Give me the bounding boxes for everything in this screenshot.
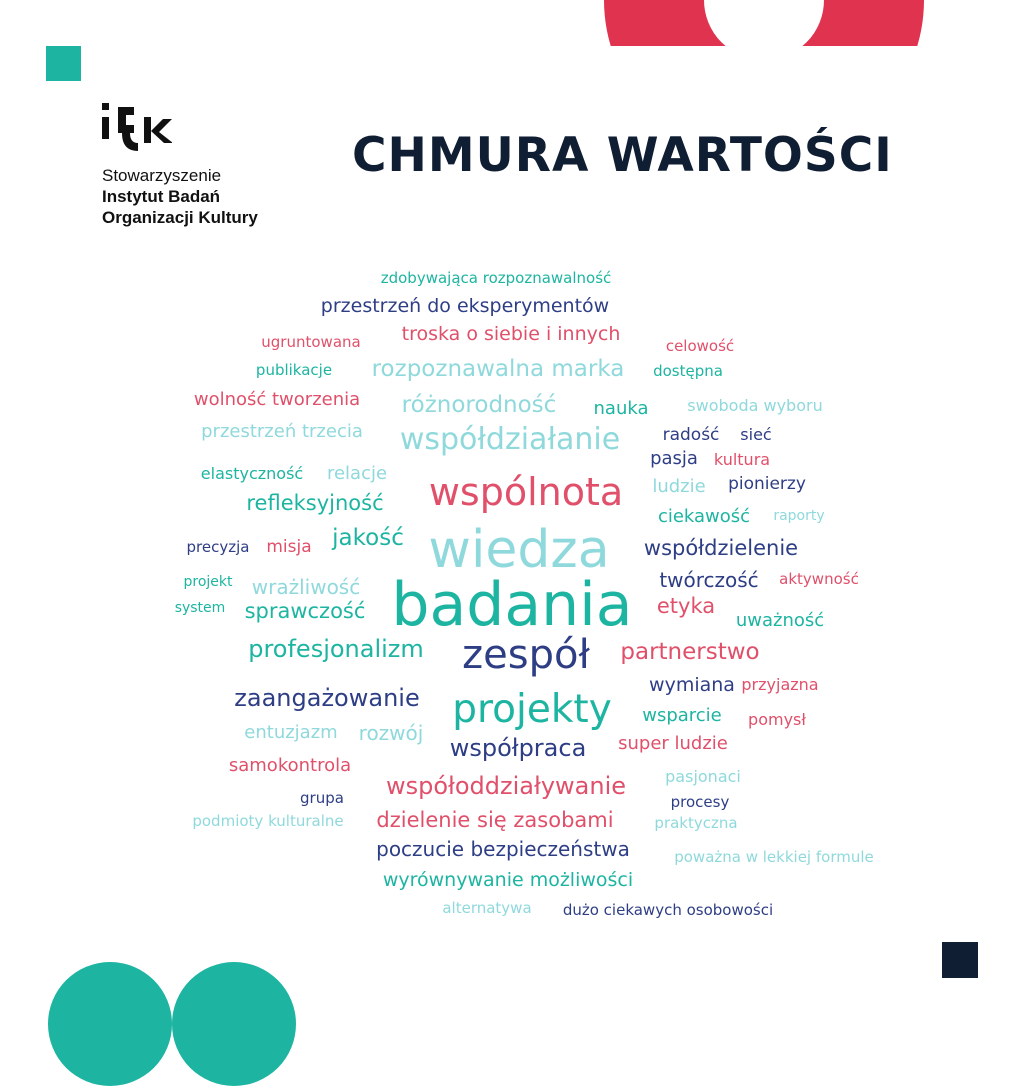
cloud-word: współoddziaływanie [386, 772, 626, 800]
cloud-word: sprawczość [244, 598, 366, 623]
cloud-word: przyjazna [741, 675, 819, 694]
cloud-word: alternatywa [442, 898, 532, 917]
cloud-word: celowość [665, 336, 735, 355]
cloud-word: troska o siebie i innych [401, 322, 621, 345]
cloud-word: procesy [670, 792, 730, 811]
cloud-word: ludzie [652, 476, 706, 497]
cloud-word: entuzjazm [244, 722, 338, 743]
cloud-word: badania [391, 570, 633, 640]
cloud-word: aktywność [779, 569, 859, 588]
logo-line: Instytut Badań [102, 187, 221, 206]
cloud-word: dzielenie się zasobami [376, 807, 614, 832]
logo-line: Organizacji Kultury [102, 208, 258, 227]
cloud-word: uważność [735, 610, 825, 631]
cloud-word: przestrzeń trzecia [201, 421, 363, 442]
cloud-word: nauka [593, 398, 649, 419]
cloud-word: publikacje [255, 360, 333, 379]
logo-line: Stowarzyszenie [102, 166, 222, 185]
cloud-word: wsparcie [642, 705, 722, 726]
cloud-word: system [174, 600, 226, 616]
cloud-word: praktyczna [654, 813, 738, 832]
cloud-word: relacje [326, 463, 388, 484]
cloud-word: grupa [300, 788, 344, 807]
cloud-word: super ludzie [618, 733, 728, 754]
cloud-word: raporty [773, 508, 825, 524]
cloud-word: profesjonalizm [248, 635, 424, 663]
cloud-word: pasjonaci [665, 767, 741, 786]
cloud-word: wrażliwość [251, 575, 361, 599]
cloud-word: współpraca [449, 734, 587, 762]
cloud-word: pionierzy [728, 473, 806, 494]
cloud-word: wspólnota [428, 470, 624, 514]
cloud-word: dostępna [653, 361, 723, 380]
cloud-word: zaangażowanie [234, 684, 420, 712]
cloud-word: pasja [650, 448, 698, 469]
cloud-word: twórczość [659, 568, 759, 592]
cloud-word: sieć [740, 425, 772, 444]
cloud-word: wymiana [649, 673, 735, 696]
cloud-word: wyrównywanie możliwości [382, 868, 634, 891]
cloud-word: projekty [452, 686, 612, 732]
cloud-word: podmioty kulturalne [192, 811, 344, 830]
cloud-word: różnorodność [401, 391, 557, 418]
cloud-word: swoboda wyboru [687, 396, 823, 415]
cloud-word: wiedza [428, 520, 610, 580]
cloud-word: rozwój [358, 721, 424, 745]
cloud-word: samokontrola [228, 755, 352, 776]
cloud-word: wolność tworzenia [193, 389, 361, 410]
cloud-word: zdobywająca rozpoznawalność [380, 268, 612, 287]
cloud-word: misja [266, 536, 312, 557]
cloud-word: partnerstwo [620, 638, 760, 665]
page-title: CHMURA WARTOŚCI [352, 128, 893, 183]
cloud-word: dużo ciekawych osobowości [562, 900, 774, 919]
cloud-word: etyka [656, 593, 716, 618]
cloud-word: rozpoznawalna marka [371, 355, 625, 382]
cloud-word: projekt [183, 574, 233, 590]
cloud-word: radość [662, 424, 720, 445]
cloud-word: współdzielenie [643, 535, 799, 560]
cloud-word: kultura [713, 450, 771, 469]
cloud-word: przestrzeń do eksperymentów [320, 294, 610, 317]
cloud-word: refleksyjność [246, 490, 384, 515]
cloud-word: elastyczność [200, 464, 304, 483]
cloud-word: zespół [462, 632, 590, 678]
cloud-word: poczucie bezpieczeństwa [376, 837, 630, 861]
cloud-word: pomysł [748, 710, 806, 729]
cloud-word: współdziałanie [399, 422, 621, 457]
cloud-word: poważna w lekkiej formule [674, 847, 874, 866]
cloud-word: ugruntowana [261, 332, 361, 351]
cloud-word: ciekawość [657, 506, 751, 527]
cloud-word: precyzja [186, 537, 250, 556]
cloud-word: jakość [332, 524, 404, 551]
